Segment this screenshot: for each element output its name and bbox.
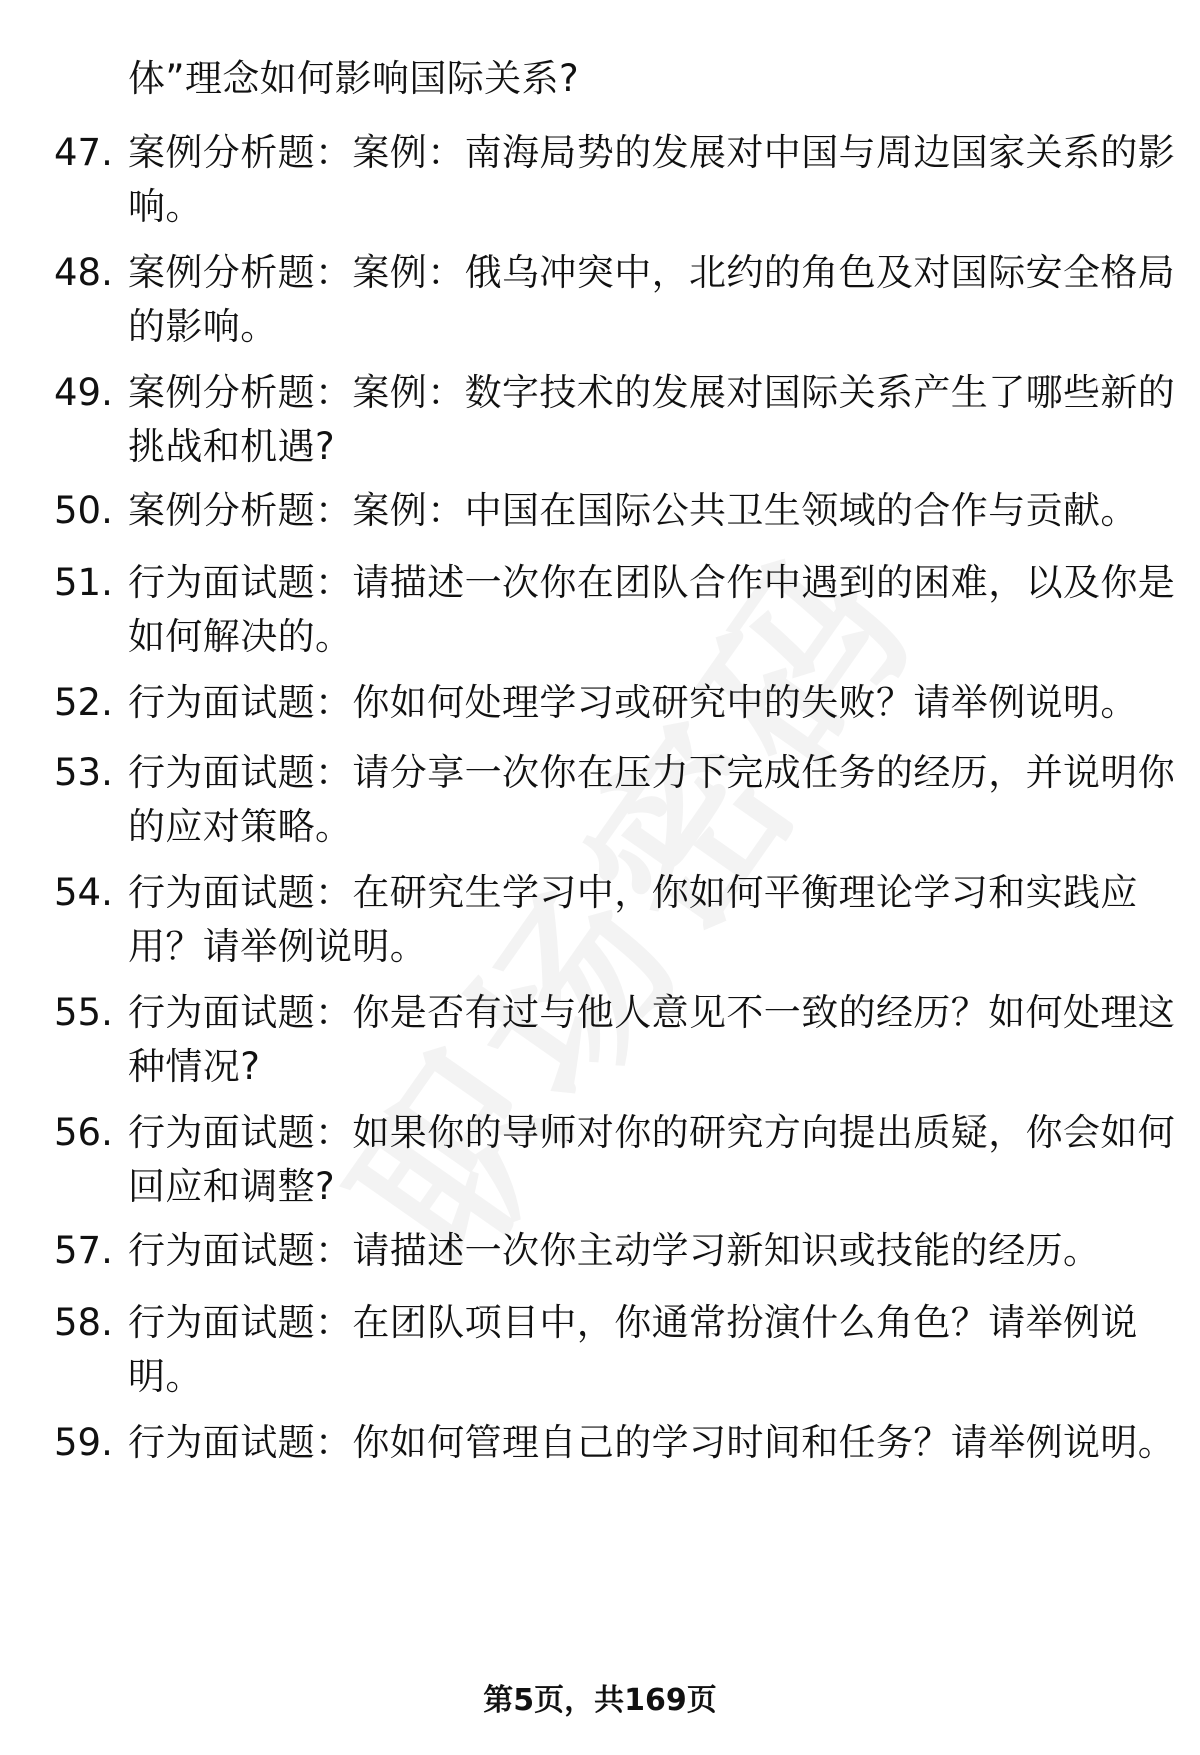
question-text-line: 回应和调整? xyxy=(128,1165,336,1208)
question-number: 47. xyxy=(54,131,113,174)
question-number: 58. xyxy=(54,1301,113,1344)
question-text-line: 的影响。 xyxy=(128,305,278,348)
question-text-line: 行为面试题：在团队项目中，你通常扮演什么角色？请举例说 xyxy=(128,1301,1138,1344)
question-text-line: 种情况? xyxy=(128,1045,261,1088)
question-number: 51. xyxy=(54,561,113,604)
question-number: 52. xyxy=(54,681,113,724)
question-text-line: 行为面试题：你是否有过与他人意见不一致的经历？如何处理这 xyxy=(128,991,1176,1034)
question-text-line: 行为面试题：请描述一次你在团队合作中遇到的困难，以及你是 xyxy=(128,561,1176,604)
question-text-line: 行为面试题：你如何处理学习或研究中的失败？请举例说明。 xyxy=(128,681,1138,724)
question-text-line: 行为面试题：如果你的导师对你的研究方向提出质疑，你会如何 xyxy=(128,1111,1176,1154)
watermark xyxy=(280,527,940,1306)
question-text-line: 响。 xyxy=(128,185,203,228)
question-number: 55. xyxy=(54,991,113,1034)
page-number-footer: 第5页，共169页 xyxy=(483,1683,717,1718)
question-number: 49. xyxy=(54,371,113,414)
question-text-line: 明。 xyxy=(128,1355,203,1398)
question-number: 54. xyxy=(54,871,113,914)
question-text-line: 案例分析题：案例：俄乌冲突中，北约的角色及对国际安全格局 xyxy=(128,251,1176,294)
continued-question-line: 体”理念如何影响国际关系? xyxy=(128,57,580,100)
question-text-line: 如何解决的。 xyxy=(128,615,353,658)
question-text-line: 挑战和机遇? xyxy=(128,425,336,468)
question-number: 50. xyxy=(54,489,113,532)
question-text-line: 行为面试题：请描述一次你主动学习新知识或技能的经历。 xyxy=(128,1229,1101,1272)
question-text-line: 行为面试题：在研究生学习中，你如何平衡理论学习和实践应 xyxy=(128,871,1138,914)
question-text-line: 行为面试题：请分享一次你在压力下完成任务的经历，并说明你 xyxy=(128,751,1176,794)
question-number: 59. xyxy=(54,1421,113,1464)
question-number: 53. xyxy=(54,751,113,794)
question-text-line: 用？请举例说明。 xyxy=(128,925,428,968)
question-number: 57. xyxy=(54,1229,113,1272)
question-number: 56. xyxy=(54,1111,113,1154)
question-text-line: 的应对策略。 xyxy=(128,805,353,848)
question-text-line: 案例分析题：案例：中国在国际公共卫生领域的合作与贡献。 xyxy=(128,489,1138,532)
question-text-line: 案例分析题：案例：数字技术的发展对国际关系产生了哪些新的 xyxy=(128,371,1176,414)
question-number: 48. xyxy=(54,251,113,294)
question-text-line: 案例分析题：案例：南海局势的发展对中国与周边国家关系的影 xyxy=(128,131,1176,174)
question-text-line: 行为面试题：你如何管理自己的学习时间和任务？请举例说明。 xyxy=(128,1421,1176,1464)
